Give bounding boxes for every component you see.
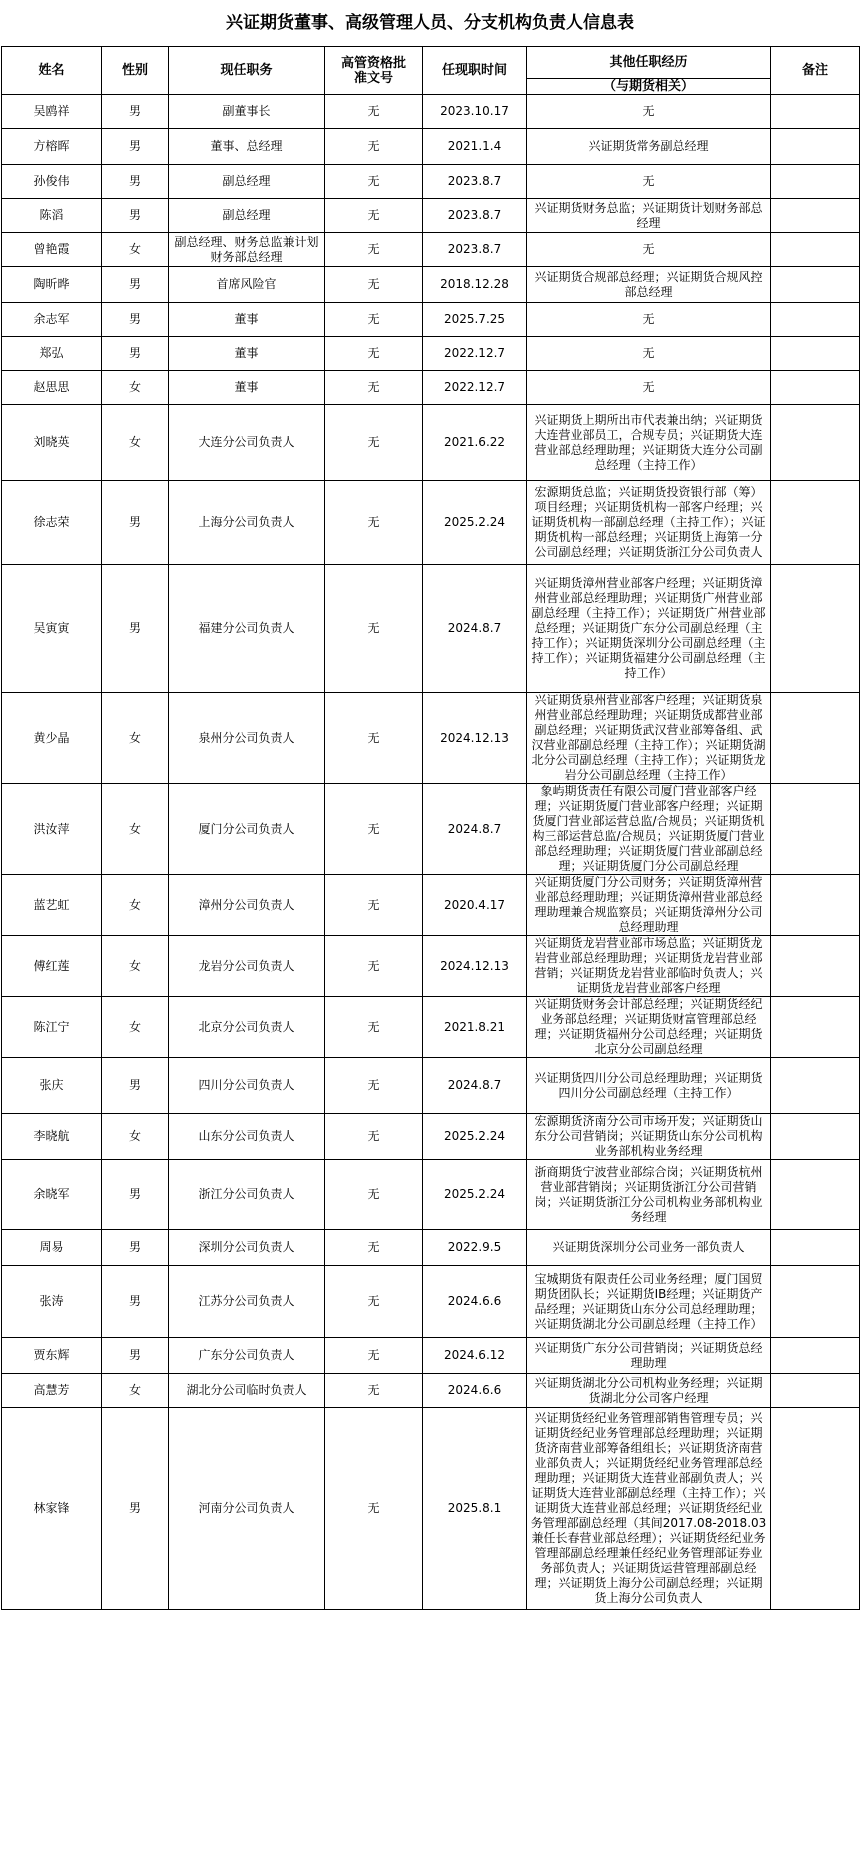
cell-gender: 女 (102, 693, 169, 784)
cell-name: 傅红莲 (2, 936, 102, 997)
cell-name: 黄少晶 (2, 693, 102, 784)
cell-position: 广东分公司负责人 (169, 1338, 325, 1374)
cell-start-date: 2024.6.6 (423, 1266, 527, 1338)
cell-start-date: 2021.6.22 (423, 405, 527, 481)
cell-position: 河南分公司负责人 (169, 1408, 325, 1610)
cell-history: 浙商期货宁波营业部综合岗；兴证期货杭州营业部营销岗；兴证期货浙江分公司营销岗；兴证期货浙江分公司机构业务部机构业务经理 (527, 1160, 771, 1230)
table-row (2, 165, 860, 199)
cell-remarks (771, 337, 860, 371)
cell-name: 高慧芳 (2, 1374, 102, 1408)
cell-history: 无 (527, 165, 771, 199)
cell-approval: 无 (325, 1266, 423, 1338)
cell-approval: 无 (325, 267, 423, 303)
cell-gender: 女 (102, 784, 169, 875)
cell-start-date: 2024.8.7 (423, 565, 527, 693)
cell-start-date: 2022.12.7 (423, 337, 527, 371)
cell-start-date: 2024.12.13 (423, 936, 527, 997)
cell-start-date: 2024.12.13 (423, 693, 527, 784)
cell-name: 陈滔 (2, 199, 102, 233)
cell-remarks (771, 997, 860, 1058)
table-row (2, 1114, 860, 1160)
header-history: 其他任职经历 (527, 47, 771, 79)
cell-position: 浙江分公司负责人 (169, 1160, 325, 1230)
header-approval (325, 47, 423, 95)
cell-position: 漳州分公司负责人 (169, 875, 325, 936)
cell-remarks (771, 95, 860, 129)
header-history-sub: （与期货相关） (527, 79, 771, 95)
cell-position: 董事 (169, 303, 325, 337)
cell-approval: 无 (325, 693, 423, 784)
cell-position: 副董事长 (169, 95, 325, 129)
cell-gender: 男 (102, 1408, 169, 1610)
cell-remarks (771, 371, 860, 405)
cell-remarks (771, 165, 860, 199)
cell-approval: 无 (325, 233, 423, 267)
cell-approval: 无 (325, 405, 423, 481)
cell-position: 福建分公司负责人 (169, 565, 325, 693)
cell-position: 副总经理、财务总监兼计划财务部总经理 (169, 233, 325, 267)
cell-remarks (771, 875, 860, 936)
cell-history: 兴证期货泉州营业部客户经理；兴证期货泉州营业部总经理助理；兴证期货成都营业部副总经理；兴证期货武汉营业部筹备组、武汉营业部副总经理（主持工作）；兴证期货湖北分公司副总经理（主持工作）；兴证期货龙岩分公司副总经理（主持工作） (527, 693, 771, 784)
cell-start-date: 2023.10.17 (423, 95, 527, 129)
cell-name: 陶昕晔 (2, 267, 102, 303)
table-row (2, 129, 860, 165)
table-row (2, 1266, 860, 1338)
table-row (2, 371, 860, 405)
cell-position: 江苏分公司负责人 (169, 1266, 325, 1338)
cell-gender: 女 (102, 1374, 169, 1408)
header-remarks: 备注 (771, 47, 860, 95)
cell-history: 无 (527, 95, 771, 129)
cell-gender: 男 (102, 1338, 169, 1374)
cell-remarks (771, 405, 860, 481)
cell-approval: 无 (325, 481, 423, 565)
cell-remarks (771, 303, 860, 337)
cell-start-date: 2023.8.7 (423, 165, 527, 199)
cell-start-date: 2023.8.7 (423, 233, 527, 267)
cell-position: 龙岩分公司负责人 (169, 936, 325, 997)
cell-start-date: 2024.8.7 (423, 1058, 527, 1114)
table-row (2, 1374, 860, 1408)
cell-remarks (771, 1374, 860, 1408)
cell-name: 陈江宁 (2, 997, 102, 1058)
cell-start-date: 2018.12.28 (423, 267, 527, 303)
cell-approval: 无 (325, 371, 423, 405)
cell-remarks (771, 1230, 860, 1266)
cell-approval: 无 (325, 1160, 423, 1230)
cell-history: 兴证期货经纪业务管理部销售管理专员；兴证期货经纪业务管理部总经理助理；兴证期货济南营业部筹备组组长；兴证期货济南营业部负责人；兴证期货经纪业务管理部总经理助理；兴证期货大连营业部副负责人；兴证期货大连营业部副总经理（主持工作）；兴证期货大连营业部总经理；兴证期货经纪业务管理部副总经理（其间2017.08-2018.03兼任长春营业部总经理）；兴证期货经纪业务管理部副总经理兼任经纪业务管理部证券业务部负责人；兴证期货运营管理部副总经理；兴证期货上海分公司副总经理；兴证期货上海分公司负责人 (527, 1408, 771, 1610)
cell-name: 吴鸥祥 (2, 95, 102, 129)
cell-approval: 无 (325, 303, 423, 337)
table-row (2, 936, 860, 997)
cell-position: 四川分公司负责人 (169, 1058, 325, 1114)
cell-start-date: 2025.7.25 (423, 303, 527, 337)
table-row (2, 875, 860, 936)
cell-gender: 女 (102, 405, 169, 481)
cell-name: 李晓航 (2, 1114, 102, 1160)
cell-name: 赵思思 (2, 371, 102, 405)
officer-info-table (1, 46, 860, 1610)
cell-position: 副总经理 (169, 199, 325, 233)
cell-start-date: 2021.8.21 (423, 997, 527, 1058)
cell-approval: 无 (325, 875, 423, 936)
cell-gender: 女 (102, 371, 169, 405)
cell-gender: 男 (102, 337, 169, 371)
cell-position: 深圳分公司负责人 (169, 1230, 325, 1266)
cell-remarks (771, 481, 860, 565)
cell-start-date: 2025.2.24 (423, 1160, 527, 1230)
table-row (2, 405, 860, 481)
cell-remarks (771, 1266, 860, 1338)
cell-position: 首席风险官 (169, 267, 325, 303)
table-row (2, 693, 860, 784)
cell-name: 蓝艺虹 (2, 875, 102, 936)
cell-remarks (771, 1160, 860, 1230)
cell-history: 无 (527, 233, 771, 267)
cell-approval: 无 (325, 95, 423, 129)
cell-history: 兴证期货厦门分公司财务；兴证期货漳州营业部总经理助理；兴证期货漳州营业部总经理助理兼合规监察员；兴证期货漳州分公司总经理助理 (527, 875, 771, 936)
cell-gender: 女 (102, 875, 169, 936)
cell-position: 董事、总经理 (169, 129, 325, 165)
cell-history: 兴证期货上期所出市代表兼出纳；兴证期货大连营业部员工，合规专员；兴证期货大连营业部总经理助理；兴证期货大连分公司副总经理（主持工作） (527, 405, 771, 481)
cell-history: 兴证期货漳州营业部客户经理；兴证期货漳州营业部总经理助理；兴证期货广州营业部副总经理（主持工作）；兴证期货广州营业部总经理；兴证期货广东分公司副总经理（主持工作）；兴证期货深圳分公司副总经理（主持工作）；兴证期货福建分公司副总经理（主持工作） (527, 565, 771, 693)
cell-approval: 无 (325, 1338, 423, 1374)
cell-history: 宏源期货济南分公司市场开发；兴证期货山东分公司营销岗；兴证期货山东分公司机构业务部机构业务经理 (527, 1114, 771, 1160)
cell-approval: 无 (325, 165, 423, 199)
cell-remarks (771, 565, 860, 693)
cell-history: 兴证期货合规部总经理；兴证期货合规风控部总经理 (527, 267, 771, 303)
cell-approval: 无 (325, 936, 423, 997)
cell-remarks (771, 267, 860, 303)
cell-gender: 男 (102, 1230, 169, 1266)
table-row (2, 337, 860, 371)
cell-approval: 无 (325, 1114, 423, 1160)
table-row (2, 1160, 860, 1230)
cell-start-date: 2025.2.24 (423, 481, 527, 565)
cell-remarks (771, 693, 860, 784)
cell-name: 刘晓英 (2, 405, 102, 481)
cell-remarks (771, 784, 860, 875)
cell-gender: 男 (102, 1266, 169, 1338)
cell-start-date: 2025.2.24 (423, 1114, 527, 1160)
cell-history: 兴证期货广东分公司营销岗；兴证期货总经理助理 (527, 1338, 771, 1374)
cell-remarks (771, 1338, 860, 1374)
cell-gender: 女 (102, 997, 169, 1058)
table-row (2, 1230, 860, 1266)
cell-gender: 男 (102, 565, 169, 693)
cell-name: 孙俊伟 (2, 165, 102, 199)
cell-history: 兴证期货财务总监；兴证期货计划财务部总经理 (527, 199, 771, 233)
cell-approval: 无 (325, 997, 423, 1058)
cell-history: 宏源期货总监；兴证期货投资银行部（筹）项目经理；兴证期货机构一部客户经理；兴证期货机构一部副总经理（主持工作）；兴证期货机构一部总经理；兴证期货上海第一分公司副总经理；兴证期货浙江分公司负责人 (527, 481, 771, 565)
cell-gender: 男 (102, 267, 169, 303)
cell-approval: 无 (325, 1230, 423, 1266)
cell-remarks (771, 1408, 860, 1610)
cell-name: 郑弘 (2, 337, 102, 371)
header-start-date: 任现职时间 (423, 47, 527, 95)
cell-position: 上海分公司负责人 (169, 481, 325, 565)
cell-gender: 男 (102, 481, 169, 565)
cell-name: 方榕晖 (2, 129, 102, 165)
cell-gender: 女 (102, 936, 169, 997)
cell-name: 曾艳霞 (2, 233, 102, 267)
table-row (2, 997, 860, 1058)
cell-start-date: 2024.8.7 (423, 784, 527, 875)
cell-name: 洪汝萍 (2, 784, 102, 875)
cell-position: 厦门分公司负责人 (169, 784, 325, 875)
cell-history: 兴证期货四川分公司总经理助理；兴证期货四川分公司副总经理（主持工作） (527, 1058, 771, 1114)
cell-approval: 无 (325, 784, 423, 875)
cell-history: 兴证期货深圳分公司业务一部负责人 (527, 1230, 771, 1266)
cell-history: 兴证期货龙岩营业部市场总监；兴证期货龙岩营业部总经理助理；兴证期货龙岩营业部营销；兴证期货龙岩营业部临时负责人；兴证期货龙岩营业部客户经理 (527, 936, 771, 997)
header-name: 姓名 (2, 47, 102, 95)
cell-position: 泉州分公司负责人 (169, 693, 325, 784)
table-row (2, 95, 860, 129)
cell-history: 无 (527, 371, 771, 405)
cell-position: 北京分公司负责人 (169, 997, 325, 1058)
cell-name: 余晓军 (2, 1160, 102, 1230)
cell-approval: 无 (325, 565, 423, 693)
table-row (2, 303, 860, 337)
cell-start-date: 2020.4.17 (423, 875, 527, 936)
table-row (2, 481, 860, 565)
table-row (2, 267, 860, 303)
cell-name: 余志军 (2, 303, 102, 337)
cell-name: 周易 (2, 1230, 102, 1266)
page-title: 兴证期货董事、高级管理人员、分支机构负责人信息表 (226, 13, 634, 33)
cell-start-date: 2022.12.7 (423, 371, 527, 405)
cell-gender: 女 (102, 233, 169, 267)
cell-position: 湖北分公司临时负责人 (169, 1374, 325, 1408)
cell-start-date: 2025.8.1 (423, 1408, 527, 1610)
table-row (2, 784, 860, 875)
cell-gender: 男 (102, 129, 169, 165)
cell-name: 张庆 (2, 1058, 102, 1114)
cell-name: 徐志荣 (2, 481, 102, 565)
table-row (2, 199, 860, 233)
table-row (2, 1338, 860, 1374)
cell-history: 象屿期货责任有限公司厦门营业部客户经理；兴证期货厦门营业部客户经理；兴证期货厦门营业部运营总监/合规员；兴证期货机构三部运营总监/合规员；兴证期货厦门营业部总经理助理；兴证期货厦门营业部副总经理；兴证期货厦门分公司副总经理 (527, 784, 771, 875)
header-position: 现任职务 (169, 47, 325, 95)
cell-start-date: 2022.9.5 (423, 1230, 527, 1266)
cell-approval: 无 (325, 337, 423, 371)
cell-start-date: 2023.8.7 (423, 199, 527, 233)
header-gender: 性别 (102, 47, 169, 95)
cell-history: 兴证期货财务会计部总经理；兴证期货经纪业务部总经理；兴证期货财富管理部总经理；兴证期货福州分公司总经理；兴证期货北京分公司副总经理 (527, 997, 771, 1058)
cell-gender: 男 (102, 95, 169, 129)
cell-remarks (771, 936, 860, 997)
cell-history: 兴证期货常务副总经理 (527, 129, 771, 165)
cell-position: 山东分公司负责人 (169, 1114, 325, 1160)
header-approval-line2: 准文号 (353, 70, 393, 86)
cell-gender: 男 (102, 199, 169, 233)
cell-history: 兴证期货湖北分公司机构业务经理；兴证期货湖北分公司客户经理 (527, 1374, 771, 1408)
cell-gender: 男 (102, 303, 169, 337)
cell-name: 张涛 (2, 1266, 102, 1338)
cell-approval: 无 (325, 1408, 423, 1610)
cell-gender: 男 (102, 1160, 169, 1230)
cell-history: 宝城期货有限责任公司业务经理；厦门国贸期货团队长；兴证期货IB经理；兴证期货产品经理；兴证期货山东分公司总经理助理；兴证期货湖北分公司副总经理（主持工作） (527, 1266, 771, 1338)
cell-start-date: 2021.1.4 (423, 129, 527, 165)
cell-gender: 男 (102, 1058, 169, 1114)
cell-approval: 无 (325, 1058, 423, 1114)
cell-name: 贾东辉 (2, 1338, 102, 1374)
cell-remarks (771, 199, 860, 233)
table-row (2, 1408, 860, 1610)
header-approval-line1: 高管资格批 (340, 55, 406, 71)
cell-remarks (771, 233, 860, 267)
cell-position: 大连分公司负责人 (169, 405, 325, 481)
table-row (2, 233, 860, 267)
cell-approval: 无 (325, 199, 423, 233)
cell-gender: 女 (102, 1114, 169, 1160)
cell-history: 无 (527, 337, 771, 371)
table-row (2, 565, 860, 693)
header-row (2, 47, 860, 79)
cell-history: 无 (527, 303, 771, 337)
table-body (2, 95, 860, 1610)
table-row (2, 1058, 860, 1114)
cell-position: 副总经理 (169, 165, 325, 199)
cell-approval: 无 (325, 1374, 423, 1408)
cell-start-date: 2024.6.12 (423, 1338, 527, 1374)
cell-position: 董事 (169, 371, 325, 405)
cell-name: 吴寅寅 (2, 565, 102, 693)
cell-gender: 男 (102, 165, 169, 199)
cell-start-date: 2024.6.6 (423, 1374, 527, 1408)
cell-remarks (771, 129, 860, 165)
cell-approval: 无 (325, 129, 423, 165)
cell-position: 董事 (169, 337, 325, 371)
cell-remarks (771, 1058, 860, 1114)
cell-name: 林家锋 (2, 1408, 102, 1610)
cell-remarks (771, 1114, 860, 1160)
